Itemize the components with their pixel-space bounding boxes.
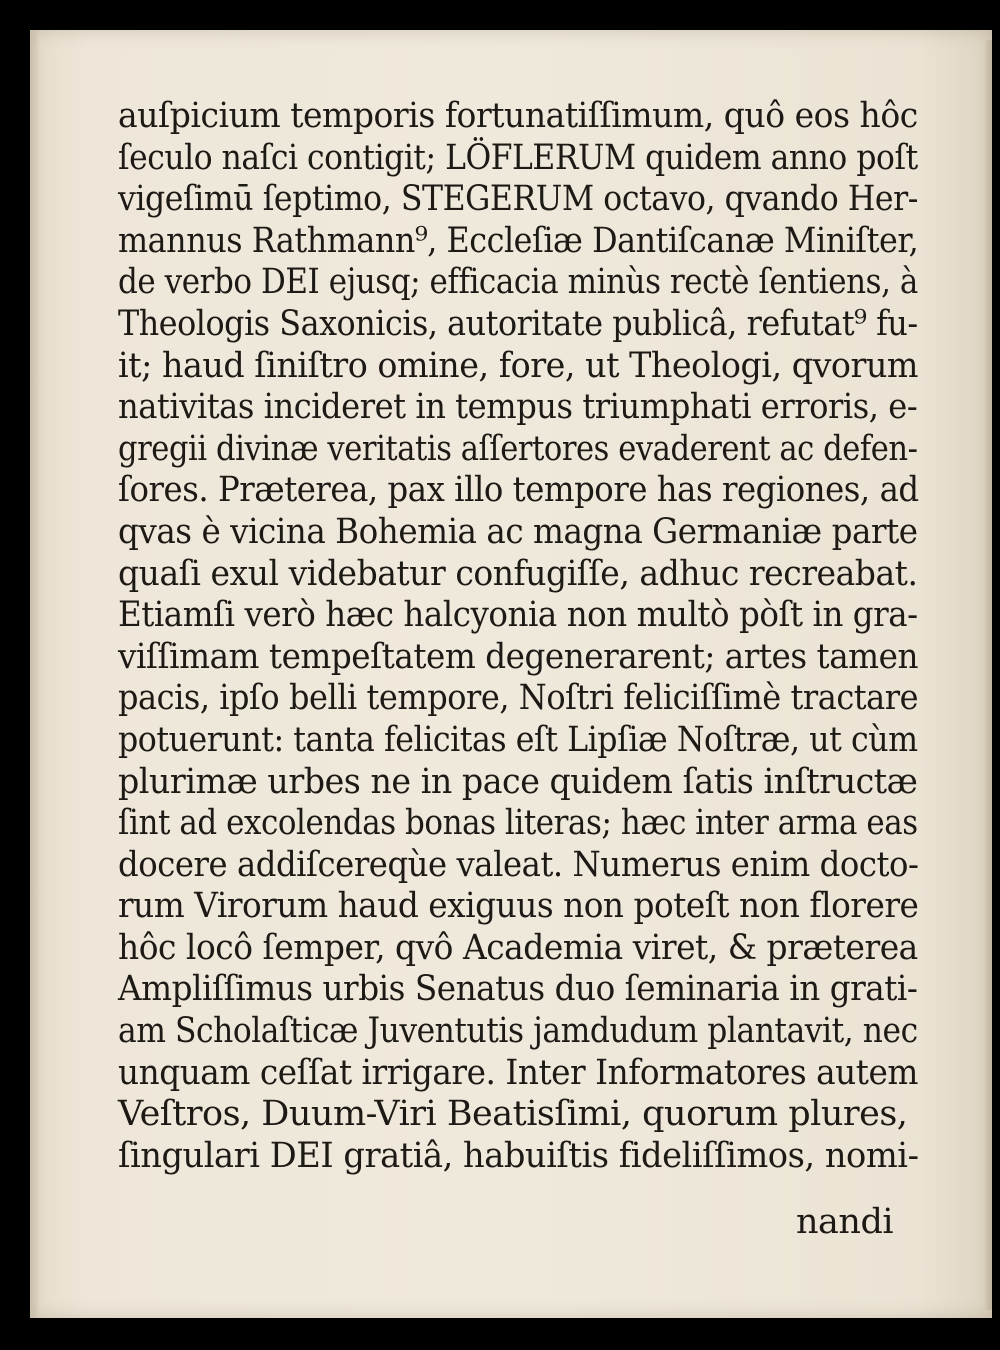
text-line: ſint ad excolendas bonas literas; hæc inter arma eas — [118, 803, 918, 844]
text-line: vigeſimū ſeptimo, STEGERUM octavo, qvando Her- — [118, 179, 918, 220]
text-line: nativitas incideret in tempus triumphati erroris, e- — [118, 387, 918, 428]
text-line: ſores. Præterea, pax illo tempore has regiones, ad — [118, 470, 919, 511]
text-line: unquam ceſſat irrigare. Inter Informatores autem — [118, 1052, 918, 1093]
text-line: mannus Rathmann⁹, Eccleſiæ Dantiſcanæ Miniſter, — [118, 220, 919, 261]
text-line: pacis, ipſo belli tempore, Noſtri feliciſſimè tractare — [118, 678, 919, 719]
text-line: ſeculo naſci contigit; LÖFLERUM quidem anno poſt — [118, 137, 918, 178]
page-gutter-shadow — [30, 30, 40, 1318]
text-line: Etiamſi verò hæc halcyonia non multò pòſt in gra- — [118, 595, 918, 636]
text-line: plurimæ urbes ne in pace quidem ſatis inſtructæ — [118, 761, 918, 802]
catchword: nandi — [796, 1202, 894, 1242]
text-line: gregii divinæ veritatis aſſertores evaderent ac defen- — [118, 428, 918, 469]
body-text — [118, 96, 918, 1177]
text-line: de verbo DEI ejusq; efficacia minùs rectè ſentiens, à — [118, 262, 918, 303]
text-line: it; haud ſiniſtro omine, fore, ut Theologi, qvorum — [118, 345, 919, 386]
text-line: docere addiſcereqùe valeat. Numerus enim docto- — [118, 844, 919, 885]
text-line: rum Virorum haud exiguus non poteſt non florere — [118, 886, 919, 927]
text-line: Veſtros, Duum-Viri Beatisſimi, quorum plures, — [118, 1094, 908, 1135]
text-line: Ampliſſimus urbis Senatus duo ſeminaria in grati- — [118, 969, 918, 1010]
text-line: ſingulari DEI gratiâ, habuiſtis fideliſſimos, nomi- — [118, 1135, 919, 1176]
text-line: am Scholaſticæ Juventutis jamdudum plantavit, nec — [118, 1011, 918, 1052]
text-line: qvas è vicina Bohemia ac magna Germaniæ parte — [118, 511, 918, 552]
text-line: potuerunt: tanta felicitas eſt Lipſiæ Noſtræ, ut cùm — [118, 719, 918, 760]
text-line: viſſimam tempeſtatem degenerarent; artes tamen — [118, 636, 919, 677]
text-line: Theologis Saxonicis, autoritate publicâ, refutat⁹ fu- — [118, 303, 918, 344]
text-line: hôc locô ſemper, qvô Academia viret, & præterea — [118, 927, 918, 968]
text-line: quaſi exul videbatur confugiſſe, adhuc recreabat. — [118, 553, 918, 594]
page-right-edge — [984, 40, 992, 1310]
text-line: auſpicium temporis fortunatiſſimum, quô eos hôc — [118, 96, 918, 136]
